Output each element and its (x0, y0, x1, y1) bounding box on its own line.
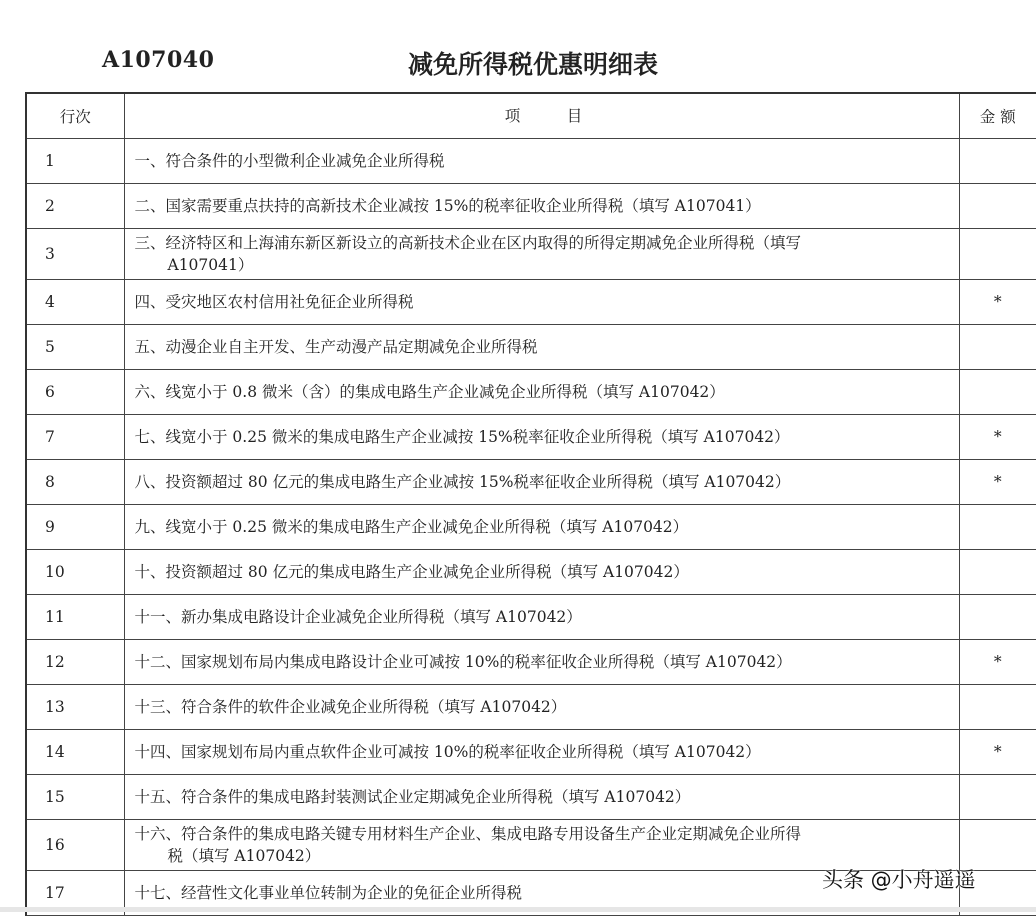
row-amount[interactable] (959, 505, 1036, 550)
row-number: 12 (26, 640, 124, 685)
row-amount[interactable] (959, 229, 1036, 280)
row-amount[interactable] (959, 139, 1036, 184)
table-row (26, 820, 1036, 871)
row-amount[interactable] (959, 184, 1036, 229)
row-item (124, 415, 959, 460)
header-item: 项 目 (124, 93, 959, 139)
row-item (124, 820, 959, 871)
row-amount[interactable] (959, 595, 1036, 640)
row-item-text-cont: A107041） (167, 256, 254, 274)
row-item-text: 十四、国家规划布局内重点软件企业可减按 10%的税率征收企业所得税（填写 A107042） (134, 743, 761, 761)
row-item (124, 139, 959, 184)
row-item-text: 八、投资额超过 80 亿元的集成电路生产企业减按 15%税率征收企业所得税（填写 A107042） (134, 473, 791, 491)
row-item (124, 229, 959, 280)
row-item-text: 十五、符合条件的集成电路封装测试企业定期减免企业所得税（填写 A107042） (134, 788, 691, 806)
row-amount[interactable]: * (959, 730, 1036, 775)
table-row (26, 505, 1036, 550)
header-row-no: 行次 (26, 93, 124, 139)
row-number: 15 (26, 775, 124, 820)
row-amount[interactable] (959, 685, 1036, 730)
row-number: 5 (26, 325, 124, 370)
row-item-text: 十一、新办集成电路设计企业减免企业所得税（填写 A107042） (134, 608, 582, 626)
table-row (26, 550, 1036, 595)
row-item (124, 280, 959, 325)
table-row (26, 229, 1036, 280)
row-item-text: 九、线宽小于 0.25 微米的集成电路生产企业减免企业所得税（填写 A107042） (134, 518, 689, 536)
table-header-row (26, 93, 1036, 139)
row-item (124, 640, 959, 685)
row-amount[interactable] (959, 820, 1036, 871)
row-number: 7 (26, 415, 124, 460)
table-row (26, 184, 1036, 229)
row-number: 10 (26, 550, 124, 595)
row-number: 14 (26, 730, 124, 775)
row-item (124, 550, 959, 595)
form-title: 减免所得税优惠明细表 (408, 50, 659, 79)
table-row (26, 415, 1036, 460)
row-item (124, 595, 959, 640)
row-number: 6 (26, 370, 124, 415)
row-number: 13 (26, 685, 124, 730)
row-item (124, 325, 959, 370)
form-code: A107040 (102, 47, 215, 73)
row-amount[interactable]: * (959, 280, 1036, 325)
row-number: 16 (26, 820, 124, 871)
scroll-edge (0, 907, 1036, 912)
table-row (26, 280, 1036, 325)
table-row (26, 370, 1036, 415)
table-row (26, 685, 1036, 730)
row-item (124, 184, 959, 229)
row-amount[interactable]: * (959, 640, 1036, 685)
row-number: 8 (26, 460, 124, 505)
table-row (26, 595, 1036, 640)
row-item (124, 730, 959, 775)
table-row (26, 775, 1036, 820)
table-row (26, 640, 1036, 685)
tax-relief-table (25, 92, 1036, 916)
row-item-text: 一、符合条件的小型微利企业减免企业所得税 (134, 152, 445, 170)
row-amount[interactable]: * (959, 415, 1036, 460)
row-amount[interactable]: * (959, 460, 1036, 505)
row-number: 11 (26, 595, 124, 640)
row-amount[interactable] (959, 550, 1036, 595)
row-number: 9 (26, 505, 124, 550)
row-item (124, 460, 959, 505)
row-number: 3 (26, 229, 124, 280)
row-item-text: 五、动漫企业自主开发、生产动漫产品定期减免企业所得税 (134, 338, 538, 356)
row-item-text-cont: 税（填写 A107042） (167, 847, 321, 865)
row-item-text: 十六、符合条件的集成电路关键专用材料生产企业、集成电路专用设备生产企业定期减免企业所得 (134, 825, 802, 843)
table-row (26, 730, 1036, 775)
row-number: 4 (26, 280, 124, 325)
watermark: 头条 @小舟遥遥 (822, 868, 976, 892)
row-item-text: 六、线宽小于 0.8 微米（含）的集成电路生产企业减免企业所得税（填写 A107042） (134, 383, 725, 401)
row-item-text: 十、投资额超过 80 亿元的集成电路生产企业减免企业所得税（填写 A107042） (134, 563, 689, 581)
row-item-text: 二、国家需要重点扶持的高新技术企业减按 15%的税率征收企业所得税（填写 A107041） (134, 197, 761, 215)
table-row (26, 139, 1036, 184)
row-item (124, 685, 959, 730)
row-item-text: 十七、经营性文化事业单位转制为企业的免征企业所得税 (134, 884, 523, 902)
row-item-text: 十二、国家规划布局内集成电路设计企业可减按 10%的税率征收企业所得税（填写 A107042） (134, 653, 792, 671)
row-amount[interactable] (959, 370, 1036, 415)
table-row (26, 460, 1036, 505)
row-item-text: 十三、符合条件的软件企业减免企业所得税（填写 A107042） (134, 698, 567, 716)
row-item-text: 四、受灾地区农村信用社免征企业所得税 (134, 293, 414, 311)
row-item (124, 370, 959, 415)
row-number: 2 (26, 184, 124, 229)
row-item-text: 七、线宽小于 0.25 微米的集成电路生产企业减按 15%税率征收企业所得税（填写 A107042） (134, 428, 790, 446)
row-item (124, 775, 959, 820)
header-amount: 金 额 (959, 93, 1036, 139)
row-amount[interactable] (959, 325, 1036, 370)
row-amount[interactable] (959, 775, 1036, 820)
row-number: 17 (26, 871, 124, 916)
table-row (26, 325, 1036, 370)
row-item-text: 三、经济特区和上海浦东新区新设立的高新技术企业在区内取得的所得定期减免企业所得税（填写 (134, 234, 802, 252)
row-number: 1 (26, 139, 124, 184)
row-item (124, 505, 959, 550)
